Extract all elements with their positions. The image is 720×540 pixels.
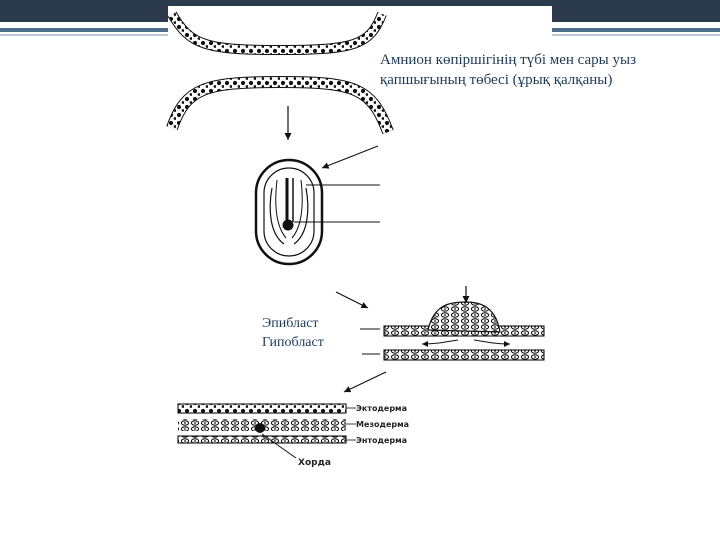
- primitive-streak-section: [384, 286, 544, 360]
- label-chorda: Хорда: [298, 458, 331, 468]
- embryonic-disc: [256, 160, 322, 264]
- amnion-floor-layer: [172, 14, 382, 50]
- arrow-pointer: [322, 146, 378, 168]
- label-epiblast: Эпибласт: [262, 316, 319, 331]
- yolk-sac-roof-layer: [172, 82, 388, 132]
- arrow-diagonal: [344, 372, 386, 392]
- label-endoderm: Энтодерма: [356, 436, 408, 445]
- germ-layers-section: [178, 404, 346, 458]
- label-ectoderm: Эктодерма: [356, 404, 407, 413]
- slide-caption: Амнион көпіршігінің түбі мен сары уыз қапшығының төбесі (ұрық қалқаны): [380, 52, 637, 88]
- label-mesoderm: Мезодерма: [356, 420, 410, 429]
- arrow-diagonal: [336, 292, 368, 308]
- label-hypoblast: Гипобласт: [262, 335, 324, 350]
